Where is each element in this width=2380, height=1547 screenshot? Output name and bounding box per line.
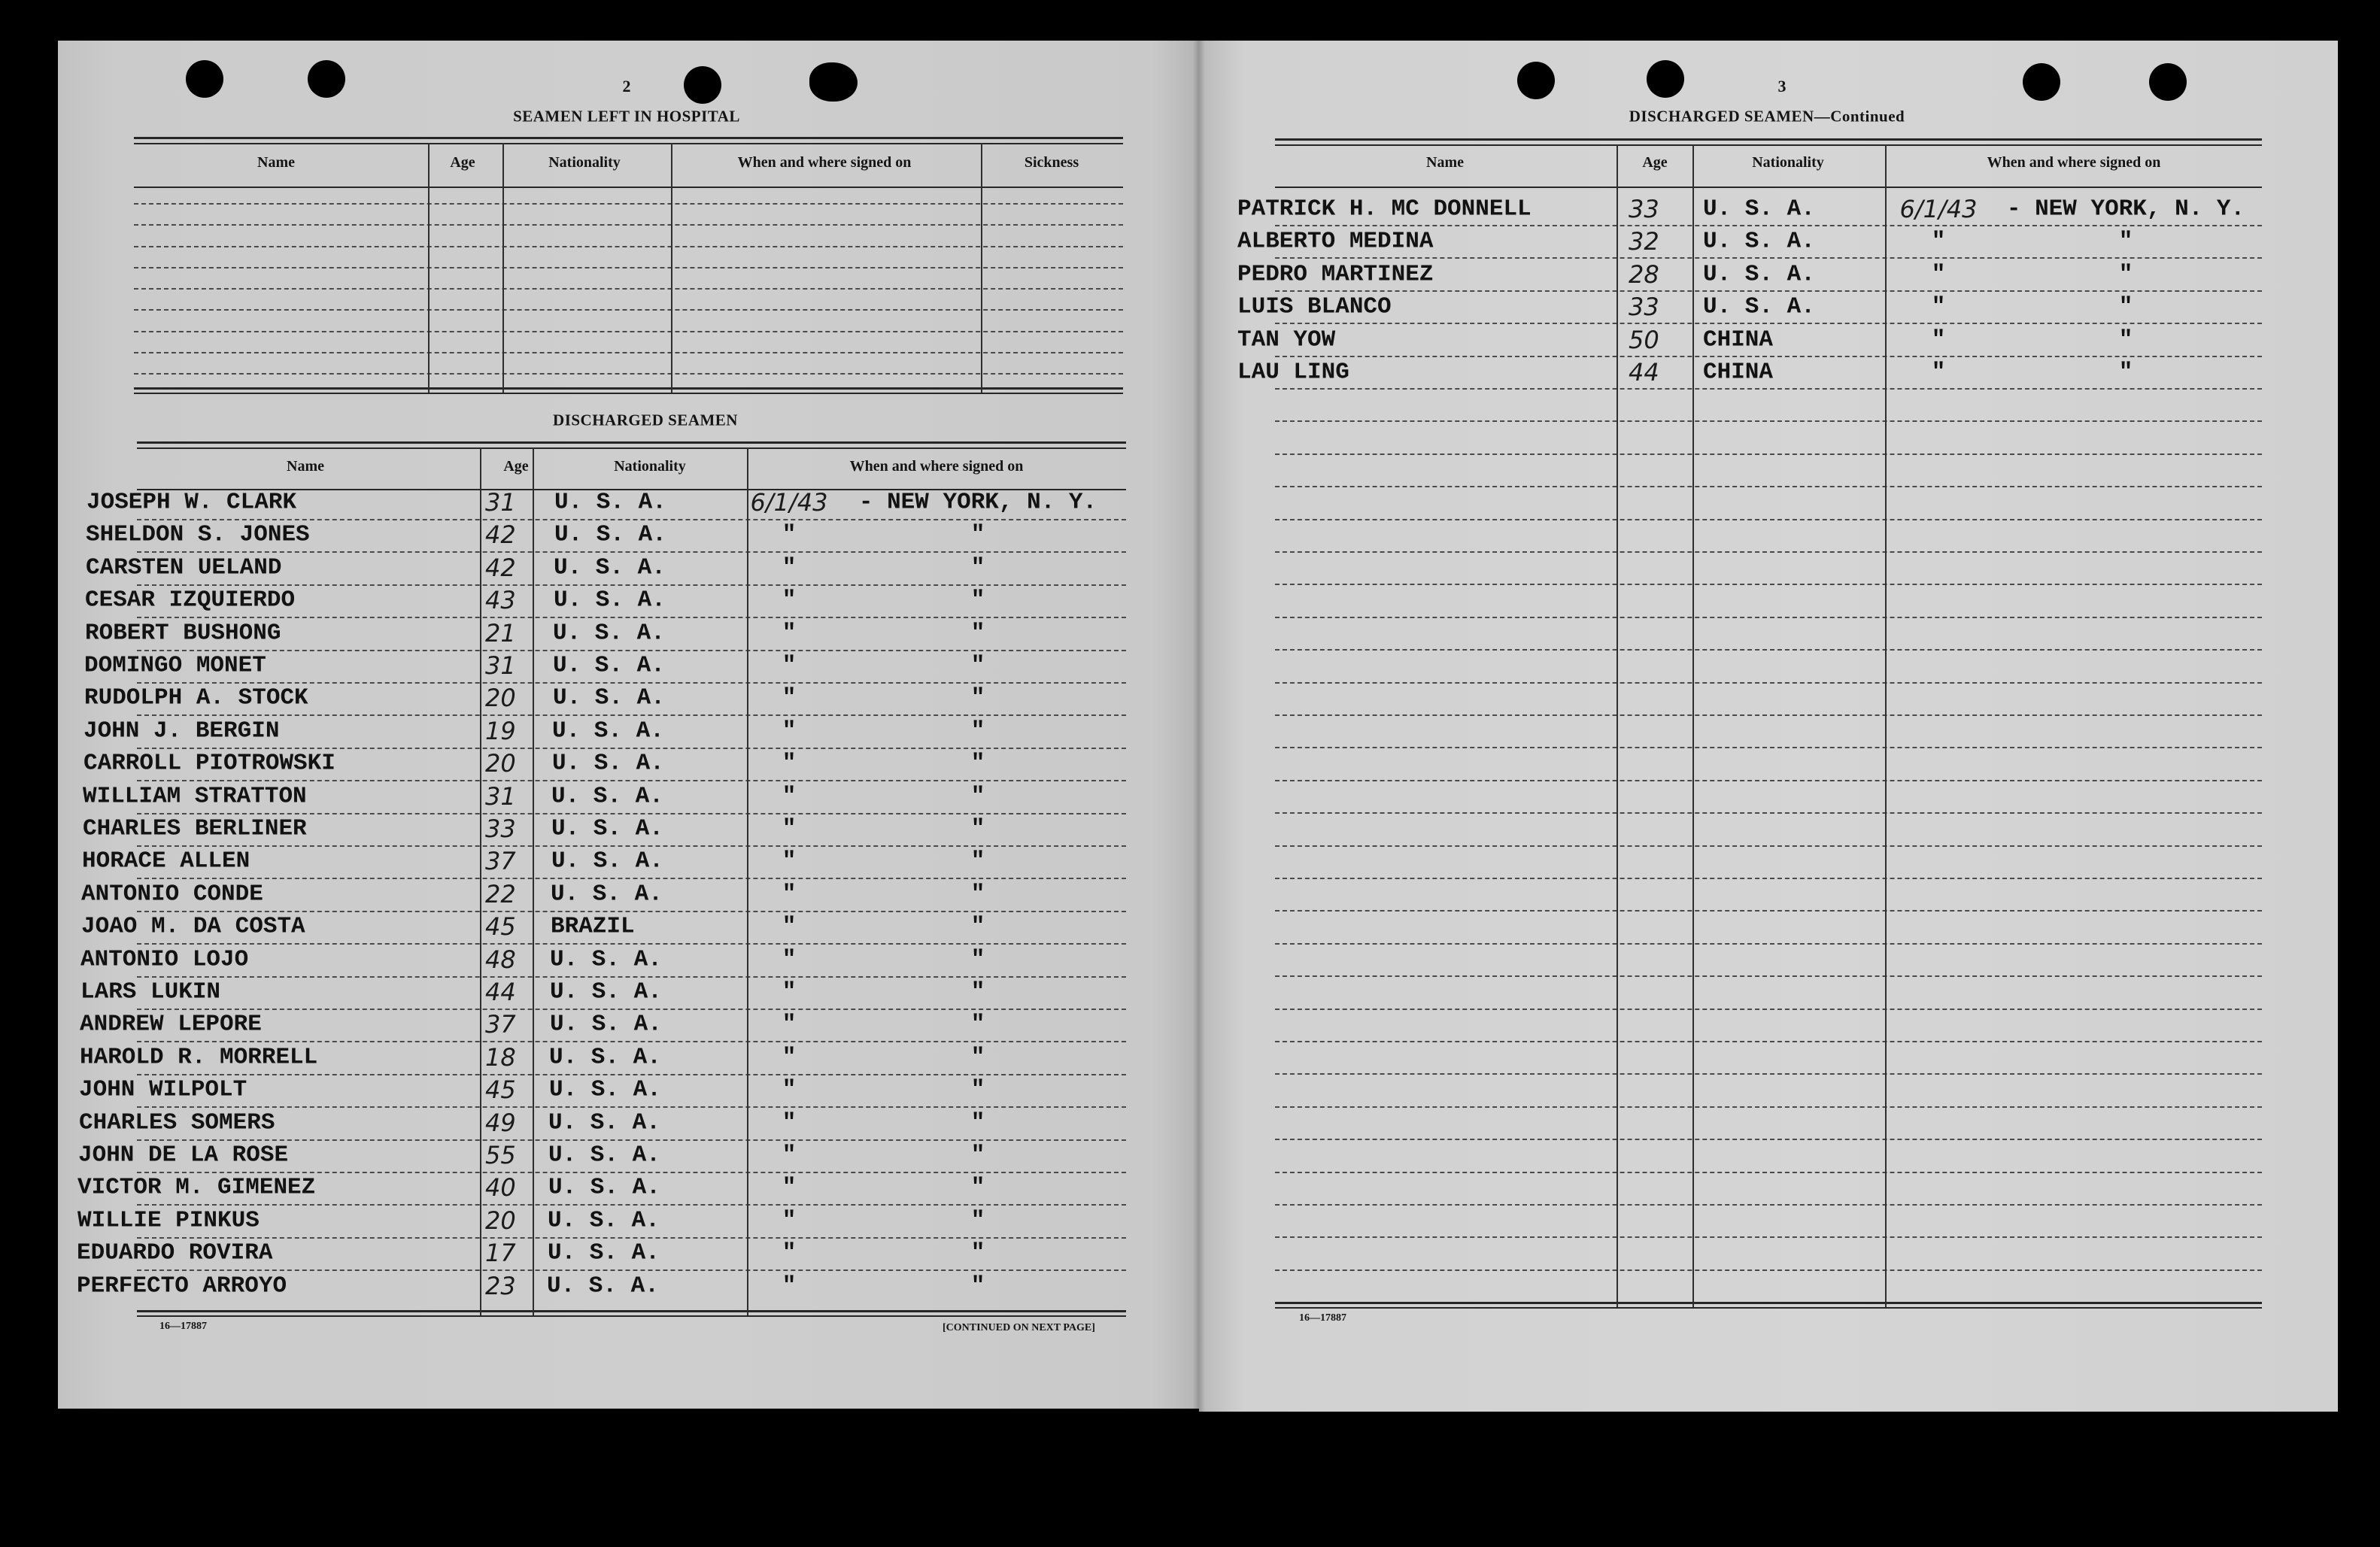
- section-title-hospital: SEAMEN LEFT IN HOSPITAL: [513, 107, 740, 126]
- signed-on-date: ": [782, 815, 797, 842]
- crew-age: 37: [485, 1010, 516, 1039]
- crew-name: SHELDON S. JONES: [86, 521, 310, 548]
- table-rule: [1275, 323, 2262, 324]
- table-rule: [137, 551, 1126, 553]
- crew-nationality: U. S. A.: [553, 620, 665, 647]
- table-rule: [134, 331, 1123, 332]
- table-rule: [137, 1009, 1126, 1010]
- signed-on-place: ": [970, 620, 985, 647]
- column-divider: [747, 447, 748, 1315]
- crew-nationality: U. S. A.: [1703, 261, 1815, 288]
- signed-on-place: ": [970, 783, 985, 810]
- signed-on-place: ": [970, 1044, 985, 1071]
- crew-name: JOAO M. DA COSTA: [81, 913, 305, 940]
- signed-on-place: ": [970, 1174, 985, 1201]
- table-rule: [1275, 551, 2262, 553]
- table-rule: [134, 393, 1123, 394]
- table-rule: [137, 1139, 1126, 1141]
- table-rule: [137, 441, 1126, 444]
- column-header-nationality: Nationality: [1752, 154, 1824, 171]
- crew-nationality: U. S. A.: [550, 1011, 662, 1038]
- signed-on-place: ": [970, 652, 985, 679]
- table-rule: [137, 878, 1126, 879]
- table-rule: [134, 187, 1123, 188]
- column-header-age: Age: [450, 154, 475, 171]
- table-rule: [137, 584, 1126, 586]
- crew-nationality: U. S. A.: [550, 978, 662, 1006]
- table-rule: [1275, 649, 2262, 651]
- crew-name: JOHN J. BERGIN: [83, 717, 280, 745]
- table-rule: [137, 1074, 1126, 1075]
- table-rule: [134, 203, 1123, 205]
- table-rule: [137, 748, 1126, 749]
- signed-on-place: ": [2118, 359, 2133, 386]
- table-rule: [1275, 812, 2262, 814]
- table-rule: [1275, 144, 2262, 146]
- crew-nationality: U. S. A.: [554, 587, 666, 614]
- crew-nationality: U. S. A.: [551, 881, 663, 908]
- table-rule: [1275, 1236, 2262, 1238]
- signed-on-date: ": [782, 717, 797, 745]
- table-rule: [134, 352, 1123, 353]
- column-header-signed-on: When and where signed on: [1987, 154, 2161, 171]
- column-header-signed-on: When and where signed on: [849, 458, 1024, 475]
- table-rule: [137, 976, 1126, 978]
- crew-name: ANDREW LEPORE: [80, 1011, 262, 1038]
- signed-on-date: 6/1/43: [1899, 195, 1978, 223]
- crew-name: JOHN WILPOLT: [79, 1076, 247, 1103]
- crew-nationality: U. S. A.: [551, 848, 663, 875]
- crew-age: 17: [485, 1239, 516, 1267]
- table-rule: [137, 1106, 1126, 1108]
- table-rule: [1275, 975, 2262, 977]
- crew-age: 22: [485, 880, 516, 908]
- crew-age: 49: [485, 1109, 516, 1137]
- table-rule: [1275, 1307, 2262, 1309]
- table-rule: [1275, 1204, 2262, 1206]
- crew-age: 45: [485, 912, 516, 941]
- section-title-discharged: DISCHARGED SEAMEN: [553, 411, 738, 429]
- crew-nationality: U. S. A.: [549, 1044, 661, 1071]
- table-rule: [1275, 1172, 2262, 1173]
- table-rule: [137, 1172, 1126, 1173]
- crew-age: 23: [485, 1272, 516, 1300]
- table-rule: [1275, 1041, 2262, 1042]
- table-rule: [1275, 187, 2262, 188]
- crew-age: 37: [485, 847, 516, 875]
- crew-name: CESAR IZQUIERDO: [85, 587, 296, 614]
- table-rule: [134, 246, 1123, 247]
- crew-nationality: U. S. A.: [554, 521, 666, 548]
- signed-on-date: ": [782, 1011, 797, 1038]
- crew-name: DOMINGO MONET: [84, 652, 266, 679]
- signed-on-place: ": [970, 521, 985, 548]
- table-rule: [1275, 910, 2262, 912]
- crew-nationality: U. S. A.: [552, 750, 664, 777]
- crew-age: 31: [485, 488, 516, 517]
- signed-on-place: ": [970, 1011, 985, 1038]
- table-rule: [137, 1204, 1126, 1206]
- table-rule: [134, 137, 1123, 139]
- signed-on-date: 6/1/43: [750, 488, 828, 517]
- signed-on-place: ": [970, 717, 985, 745]
- table-rule: [134, 309, 1123, 311]
- column-header-sickness: Sickness: [1024, 154, 1079, 171]
- table-rule: [1275, 1009, 2262, 1010]
- crew-name: WILLIE PINKUS: [77, 1207, 260, 1234]
- signed-on-date: ": [1931, 359, 1946, 386]
- table-rule: [1275, 257, 2262, 259]
- table-rule: [1275, 845, 2262, 847]
- signed-on-date: ": [782, 946, 797, 973]
- crew-age: 40: [485, 1173, 516, 1202]
- table-rule: [1275, 780, 2262, 781]
- column-divider: [428, 143, 430, 393]
- signed-on-date: ": [1931, 326, 1946, 353]
- signed-on-place: ": [970, 815, 985, 842]
- signed-on-place: ": [970, 913, 985, 940]
- crew-nationality: U. S. A.: [554, 554, 666, 581]
- column-header-name: Name: [287, 458, 324, 475]
- table-rule: [1275, 714, 2262, 716]
- crew-nationality: U. S. A.: [548, 1174, 660, 1201]
- signed-on-place: - NEW YORK, N. Y.: [2006, 196, 2245, 223]
- crew-nationality: U. S. A.: [548, 1239, 660, 1266]
- signed-on-date: ": [782, 783, 797, 810]
- crew-age: 31: [485, 782, 516, 811]
- signed-on-place: ": [970, 554, 985, 581]
- crew-age: 45: [485, 1075, 516, 1104]
- crew-age: 44: [1629, 358, 1659, 387]
- signed-on-place: ": [970, 881, 985, 908]
- continued-note: [CONTINUED ON NEXT PAGE]: [943, 1322, 1095, 1333]
- signed-on-date: ": [782, 1272, 797, 1300]
- crew-nationality: U. S. A.: [1703, 293, 1815, 320]
- punch-hole: [1517, 62, 1555, 99]
- signed-on-place: ": [970, 1239, 985, 1266]
- signed-on-place: ": [970, 1207, 985, 1234]
- crew-age: 50: [1629, 326, 1659, 354]
- signed-on-place: ": [970, 750, 985, 777]
- table-rule: [1275, 584, 2262, 585]
- table-rule: [1275, 747, 2262, 748]
- punch-hole: [2149, 63, 2187, 101]
- table-rule: [1275, 617, 2262, 618]
- column-header-name: Name: [257, 154, 295, 171]
- signed-on-place: ": [970, 978, 985, 1006]
- crew-name: PERFECTO ARROYO: [77, 1272, 287, 1300]
- signed-on-place: ": [970, 1109, 985, 1136]
- signed-on-place: - NEW YORK, N. Y.: [858, 489, 1097, 516]
- crew-age: 21: [485, 619, 516, 648]
- column-header-name: Name: [1426, 154, 1464, 171]
- table-rule: [1275, 1139, 2262, 1140]
- signed-on-place: ": [2118, 293, 2133, 320]
- form-number: 16—17887: [1299, 1312, 1346, 1324]
- table-rule: [1275, 1302, 2262, 1304]
- table-rule: [134, 224, 1123, 226]
- crew-name: PEDRO MARTINEZ: [1237, 261, 1434, 288]
- crew-age: 48: [485, 945, 516, 974]
- crew-age: 20: [485, 684, 516, 712]
- table-rule: [134, 387, 1123, 390]
- crew-name: VICTOR M. GIMENEZ: [77, 1174, 316, 1201]
- crew-nationality: CHINA: [1703, 359, 1774, 386]
- crew-name: RUDOLPH A. STOCK: [84, 684, 308, 711]
- crew-age: 19: [485, 717, 516, 745]
- table-rule: [137, 780, 1126, 781]
- crew-name: TAN YOW: [1237, 326, 1336, 353]
- table-rule: [137, 682, 1126, 684]
- crew-nationality: U. S. A.: [554, 489, 666, 516]
- crew-age: 20: [485, 1206, 516, 1235]
- crew-age: 32: [1629, 227, 1659, 256]
- crew-name: HORACE ALLEN: [82, 848, 250, 875]
- crew-nationality: U. S. A.: [1703, 196, 1815, 223]
- table-rule: [137, 1315, 1126, 1317]
- table-rule: [1275, 1106, 2262, 1108]
- table-rule: [1275, 388, 2262, 390]
- crew-age: 33: [485, 814, 516, 843]
- table-rule: [137, 714, 1126, 716]
- table-rule: [137, 650, 1126, 651]
- table-rule: [1275, 943, 2262, 945]
- signed-on-date: ": [1931, 261, 1946, 288]
- crew-name: HAROLD R. MORRELL: [80, 1044, 318, 1071]
- table-rule: [1275, 138, 2262, 141]
- crew-name: CHARLES SOMERS: [79, 1109, 275, 1136]
- signed-on-place: ": [2118, 261, 2133, 288]
- crew-name: LARS LUKIN: [80, 978, 221, 1006]
- table-rule: [137, 1237, 1126, 1239]
- crew-nationality: U. S. A.: [551, 815, 663, 842]
- signed-on-place: ": [970, 1272, 985, 1300]
- punch-hole: [2023, 63, 2060, 101]
- table-rule: [137, 1041, 1126, 1042]
- crew-nationality: U. S. A.: [548, 1207, 660, 1234]
- table-rule: [1275, 225, 2262, 226]
- column-divider: [480, 447, 481, 1315]
- punch-hole: [684, 66, 721, 104]
- crew-age: 18: [485, 1043, 516, 1072]
- signed-on-date: ": [782, 1109, 797, 1136]
- crew-nationality: U. S. A.: [553, 652, 665, 679]
- signed-on-date: ": [782, 620, 797, 647]
- signed-on-place: ": [970, 1142, 985, 1169]
- signed-on-date: ": [782, 881, 797, 908]
- crew-name: PATRICK H. MC DONNELL: [1237, 196, 1532, 223]
- crew-age: 31: [485, 651, 516, 680]
- table-rule: [1275, 486, 2262, 487]
- table-rule: [1275, 1269, 2262, 1271]
- signed-on-place: ": [970, 946, 985, 973]
- column-header-signed-on: When and where signed on: [737, 154, 912, 171]
- crew-age: 33: [1629, 293, 1659, 321]
- table-rule: [1275, 356, 2262, 357]
- crew-nationality: CHINA: [1703, 326, 1774, 353]
- crew-age: 43: [485, 586, 516, 614]
- column-divider: [981, 143, 982, 393]
- column-divider: [502, 143, 504, 393]
- crew-nationality: U. S. A.: [548, 1109, 660, 1136]
- column-divider: [671, 143, 672, 393]
- crew-age: 20: [485, 749, 516, 778]
- crew-name: CARROLL PIOTROWSKI: [83, 750, 335, 777]
- table-rule: [134, 288, 1123, 290]
- crew-name: JOHN DE LA ROSE: [78, 1142, 289, 1169]
- crew-name: EDUARDO ROVIRA: [77, 1239, 273, 1266]
- table-rule: [1275, 1073, 2262, 1075]
- section-title-discharged-continued: DISCHARGED SEAMEN—Continued: [1629, 107, 1905, 126]
- crew-name: ANTONIO CONDE: [81, 881, 263, 908]
- crew-name: ANTONIO LOJO: [80, 946, 249, 973]
- table-rule: [137, 447, 1126, 449]
- signed-on-date: ": [782, 750, 797, 777]
- table-rule: [137, 1269, 1126, 1271]
- crew-name: CARSTEN UELAND: [86, 554, 282, 581]
- signed-on-date: ": [782, 1044, 797, 1071]
- crew-nationality: U. S. A.: [549, 1076, 661, 1103]
- crew-name: JOSEPH W. CLARK: [87, 489, 297, 516]
- crew-name: CHARLES BERLINER: [83, 815, 307, 842]
- crew-name: WILLIAM STRATTON: [83, 783, 307, 810]
- signed-on-date: ": [782, 521, 797, 548]
- crew-name: LAU LING: [1237, 359, 1349, 386]
- signed-on-date: ": [782, 1239, 797, 1266]
- page-fold: [1193, 41, 1205, 1412]
- table-rule: [1275, 290, 2262, 292]
- table-rule: [137, 943, 1126, 945]
- signed-on-date: ": [782, 652, 797, 679]
- punch-hole: [186, 60, 223, 98]
- punch-hole: [809, 62, 858, 102]
- column-header-age: Age: [1642, 154, 1668, 171]
- table-rule: [1275, 519, 2262, 520]
- column-divider: [1885, 144, 1887, 1307]
- crew-nationality: U. S. A.: [1703, 228, 1815, 255]
- table-rule: [137, 519, 1126, 520]
- signed-on-date: ": [782, 848, 797, 875]
- table-rule: [137, 617, 1126, 618]
- crew-age: 42: [485, 554, 516, 582]
- signed-on-date: ": [782, 1142, 797, 1169]
- table-rule: [1275, 420, 2262, 422]
- crew-nationality: U. S. A.: [548, 1142, 660, 1169]
- crew-nationality: U. S. A.: [547, 1272, 659, 1300]
- signed-on-date: ": [782, 554, 797, 581]
- crew-age: 55: [485, 1141, 516, 1169]
- signed-on-place: ": [970, 587, 985, 614]
- signed-on-place: ": [970, 1076, 985, 1103]
- table-rule: [137, 911, 1126, 912]
- column-header-age: Age: [503, 458, 529, 475]
- crew-age: 44: [485, 978, 516, 1006]
- signed-on-place: ": [970, 848, 985, 875]
- signed-on-date: ": [782, 913, 797, 940]
- signed-on-place: ": [2118, 228, 2133, 255]
- signed-on-date: ": [782, 587, 797, 614]
- page-number: 3: [1777, 77, 1787, 96]
- crew-age: 28: [1629, 260, 1659, 289]
- page-number: 2: [622, 77, 631, 96]
- table-rule: [1275, 682, 2262, 684]
- signed-on-place: ": [970, 684, 985, 711]
- signed-on-place: ": [2118, 326, 2133, 353]
- signed-on-date: ": [782, 978, 797, 1006]
- signed-on-date: ": [782, 684, 797, 711]
- crew-age: 42: [485, 520, 516, 549]
- crew-nationality: U. S. A.: [553, 684, 665, 711]
- signed-on-date: ": [782, 1207, 797, 1234]
- punch-hole: [1647, 60, 1684, 98]
- table-rule: [134, 143, 1123, 144]
- table-rule: [134, 373, 1123, 375]
- signed-on-date: ": [1931, 293, 1946, 320]
- signed-on-date: ": [782, 1076, 797, 1103]
- table-rule: [137, 813, 1126, 814]
- column-divider: [1617, 144, 1618, 1307]
- crew-age: 33: [1629, 195, 1659, 223]
- crew-name: ROBERT BUSHONG: [85, 620, 281, 647]
- signed-on-date: ": [782, 1174, 797, 1201]
- table-rule: [137, 845, 1126, 847]
- column-header-nationality: Nationality: [548, 154, 621, 171]
- signed-on-date: ": [1931, 228, 1946, 255]
- crew-name: LUIS BLANCO: [1237, 293, 1392, 320]
- table-rule: [1275, 453, 2262, 455]
- column-divider: [1692, 144, 1694, 1307]
- crew-name: ALBERTO MEDINA: [1237, 228, 1434, 255]
- crew-nationality: U. S. A.: [551, 783, 663, 810]
- table-rule: [1275, 878, 2262, 879]
- crew-nationality: BRAZIL: [551, 913, 635, 940]
- punch-hole: [308, 60, 345, 98]
- column-header-nationality: Nationality: [614, 458, 686, 475]
- crew-nationality: U. S. A.: [550, 946, 662, 973]
- column-divider: [533, 447, 534, 1315]
- table-rule: [137, 1310, 1126, 1312]
- form-number: 16—17887: [159, 1321, 207, 1332]
- crew-nationality: U. S. A.: [552, 717, 664, 745]
- table-rule: [134, 267, 1123, 268]
